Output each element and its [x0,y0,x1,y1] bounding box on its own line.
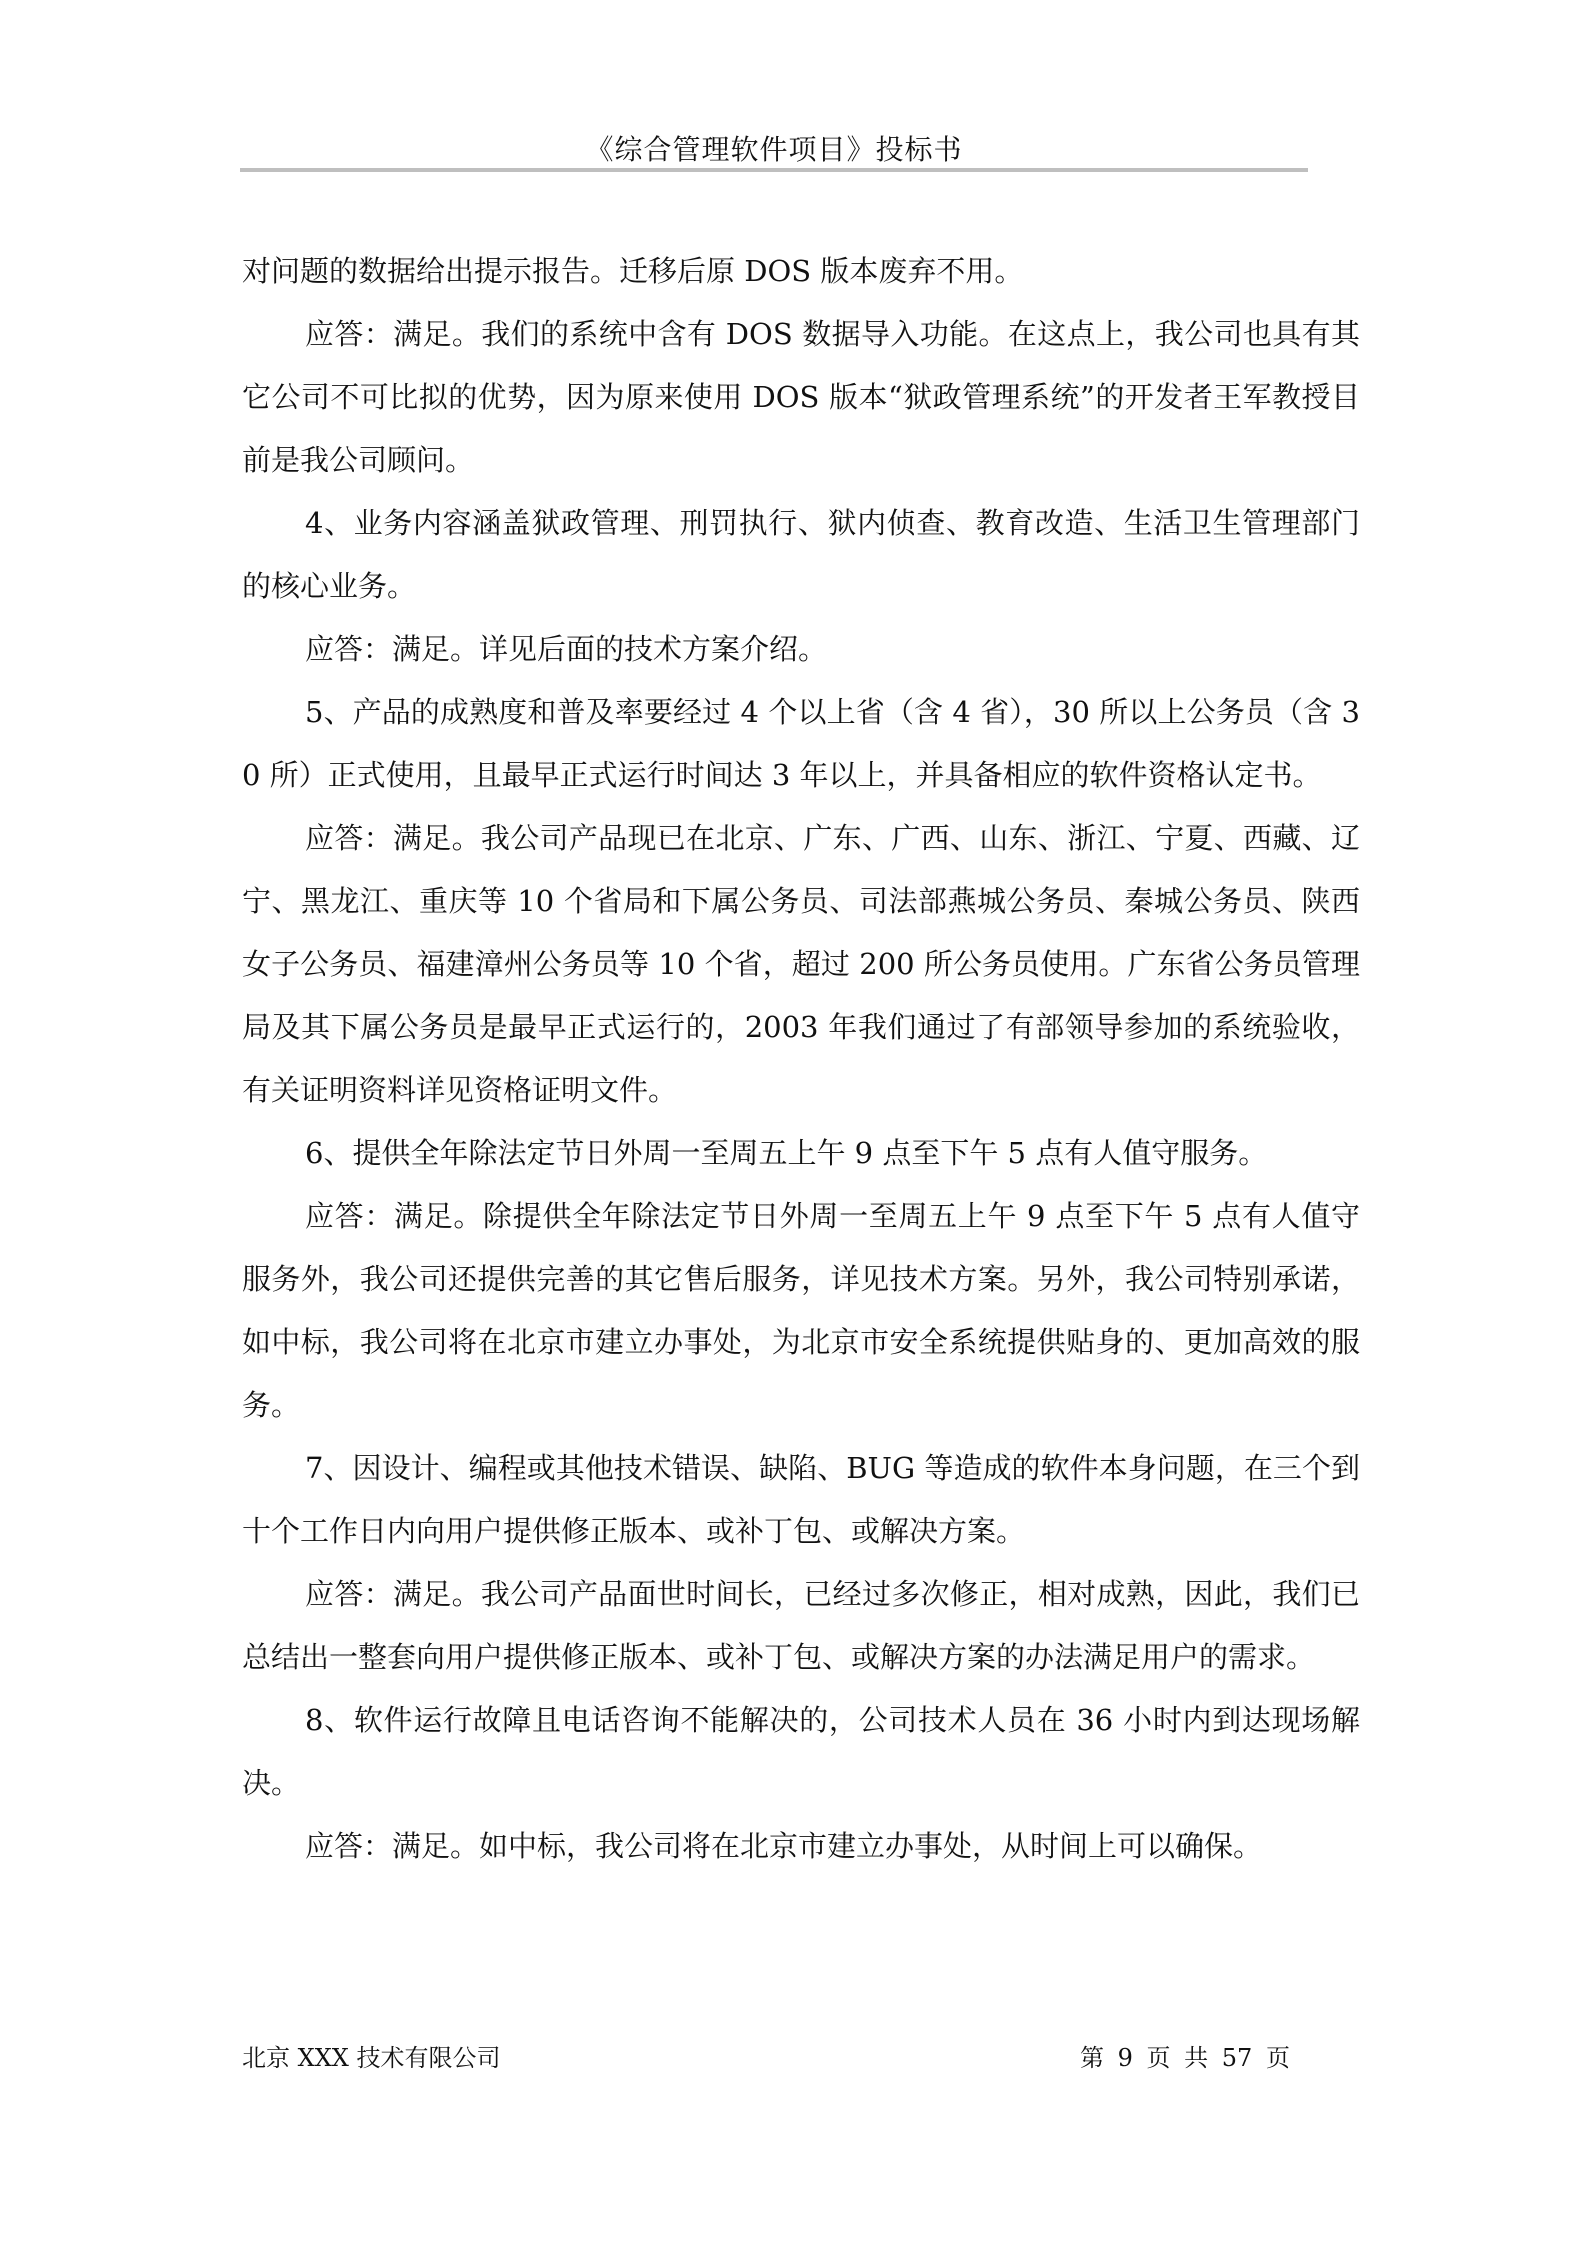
paragraph-answer: 应答：满足。我公司产品现已在北京、广东、广西、山东、浙江、宁夏、西藏、辽宁、黑龙江、重庆等 10 个省局和下属公务员、司法部燕城公务员、秦城公务员、陕西女子公务员、福建漳州公务员等 10 个省，超过 200 所公务员使用。广东省公务员管理局及其下属公务员是最早正式运行的，2003 年我们通过了有部领导参加的系统验收，有关证明资料详见资格证明文件。 [242,821,1360,1107]
footer-company-name: 北京 XXX 技术有限公司 [242,2044,501,2072]
paragraph-requirement-7: 7、因设计、编程或其他技术错误、缺陷、BUG 等造成的软件本身问题，在三个到十个工作日内向用户提供修正版本、或补丁包、或解决方案。 [242,1451,1360,1548]
paragraph-requirement-5: 5、产品的成熟度和普及率要经过 4 个以上省（含 4 省），30 所以上公务员（含 30 所）正式使用，且最早正式运行时间达 3 年以上，并具备相应的软件资格认定书。 [242,695,1360,792]
header-divider [240,168,1308,172]
paragraph-answer: 应答：满足。除提供全年除法定节日外周一至周五上午 9 点至下午 5 点有人值守服务外，我公司还提供完善的其它售后服务，详见技术方案。另外，我公司特别承诺，如中标，我公司将在北京市建立办事处，为北京市安全系统提供贴身的、更加高效的服务。 [242,1199,1360,1422]
paragraph-requirement-6: 6、提供全年除法定节日外周一至周五上午 9 点至下午 5 点有人值守服务。 [305,1136,1268,1170]
paragraph: 对问题的数据给出提示报告。迁移后原 DOS 版本废弃不用。 [242,254,1024,288]
paragraph-answer: 应答：满足。我们的系统中含有 DOS 数据导入功能。在这点上，我公司也具有其它公司不可比拟的优势，因为原来使用 DOS 版本“狱政管理系统”的开发者王军教授目前是我公司顾问。 [242,317,1360,477]
paragraph-answer: 应答：满足。详见后面的技术方案介绍。 [305,632,828,666]
paragraph-answer: 应答：满足。我公司产品面世时间长，已经过多次修正，相对成熟，因此，我们已总结出一整套向用户提供修正版本、或补丁包、或解决方案的办法满足用户的需求。 [242,1577,1360,1674]
paragraph-requirement-4: 4、业务内容涵盖狱政管理、刑罚执行、狱内侦查、教育改造、生活卫生管理部门的核心业务。 [242,506,1360,603]
paragraph-answer: 应答：满足。如中标，我公司将在北京市建立办事处，从时间上可以确保。 [305,1829,1263,1863]
footer-page-number: 第 9 页 共 57 页 [1080,2044,1290,2072]
paragraph-requirement-8: 8、软件运行故障且电话咨询不能解决的，公司技术人员在 36 小时内到达现场解决。 [242,1703,1360,1800]
document-body [242,240,1360,1878]
page-header-title: 《综合管理软件项目》投标书 [585,133,963,166]
